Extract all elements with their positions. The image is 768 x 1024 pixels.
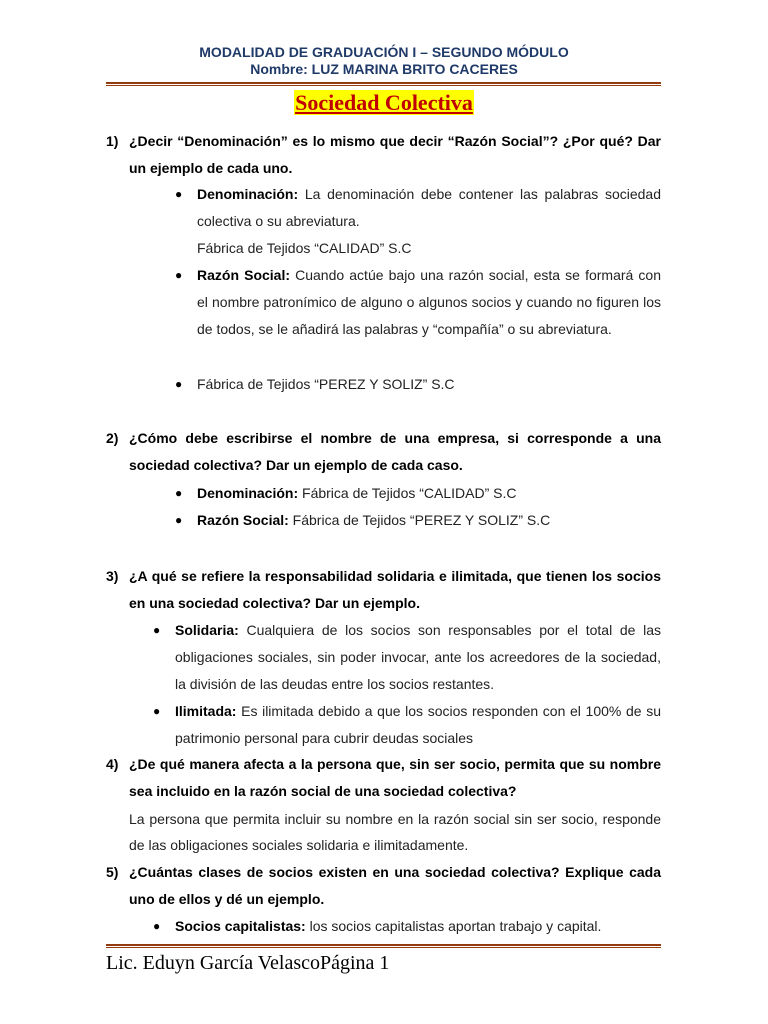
item-text: Fábrica de Tejidos “CALIDAD” S.C [298,485,517,501]
question-number: 5) [106,864,119,880]
item-label: Solidaria: [175,622,239,638]
item-label: Denominación: [197,186,299,202]
question-text: ¿Decir “Denominación” es lo mismo que decir “Razón Social”? ¿Por qué? Dar un ejemplo de cada uno. [129,133,661,176]
item-label: Ilimitada: [175,703,237,719]
item-text: La denominación debe contener las palabras sociedad colectiva o su abreviatura. [197,186,661,229]
list-item [175,181,661,235]
question-4 [106,751,661,805]
question-5 [106,859,661,913]
item-label: Socios capitalistas: [175,918,306,934]
page-footer: Lic. Eduyn García VelascoPágina 1 [106,952,390,974]
question-number: 3) [106,568,119,584]
list-item [153,617,661,698]
item-text: los socios capitalistas aportan trabajo y capital. [305,918,602,934]
item-label: Denominación: [197,485,299,501]
question-number: 2) [106,430,119,446]
page-title-text: Sociedad Colectiva [295,90,473,115]
answer-text: La persona que permita incluir su nombre en la razón social sin ser socio, responde de las obligaciones sociales solidaria e ilimitadamente. [129,811,661,853]
question-text: ¿A qué se refiere la responsabilidad solidaria e ilimitada, que tienen los socios en una sociedad colectiva? Dar un ejemplo. [129,568,661,611]
item-text: Cuando actúe bajo una razón social, esta se formará con el nombre patronímico de alguno o algunos socios y cuando no figuren los de todos, se le añadirá las palabras y “compañía” o su abreviatura. [197,267,661,337]
header-module: MODALIDAD DE GRADUACIÓN I – SEGUNDO MÓDULO [199,44,569,60]
bullet-icon: ● [175,268,183,282]
header-name: Nombre: LUZ MARINA BRITO CACERES [250,61,518,77]
item-label: Razón Social: [197,512,289,528]
bullet-icon: ● [175,377,183,391]
item-text: Fábrica de Tejidos “PEREZ Y SOLIZ” S.C [288,512,551,528]
bullet-icon: ● [153,623,161,637]
list-item [175,480,661,507]
question-2 [106,425,661,479]
header-divider [106,82,661,86]
list-item [175,371,661,398]
question-text: ¿De qué manera afecta a la persona que, sin ser socio, permita que su nombre sea incluido en la razón social de una sociedad colectiva? [129,756,661,799]
question-number: 4) [106,756,119,772]
question-text: ¿Cuántas clases de socios existen en una sociedad colectiva? Explique cada uno de ellos y dé un ejemplo. [129,864,661,907]
bullet-icon: ● [153,919,161,933]
list-item [153,698,661,752]
list-item [175,262,661,343]
item-text: Fábrica de Tejidos “PEREZ Y SOLIZ” S.C [197,376,455,392]
bullet-icon: ● [153,704,161,718]
list-item [175,507,661,534]
item-text: Cualquiera de los socios son responsables por el total de las obligaciones sociales, sin poder invocar, ante los acreedores de la sociedad, la división de las deudas entre los socios restantes. [175,622,661,692]
footer-divider [106,944,661,948]
question-3 [106,563,661,617]
question-number: 1) [106,133,119,149]
item-label: Razón Social: [197,267,291,283]
list-item [153,913,661,940]
question-1 [106,128,661,182]
question-text: ¿Cómo debe escribirse el nombre de una empresa, si corresponde a una sociedad colectiva? Dar un ejemplo de cada caso. [129,430,661,473]
page-title [0,90,768,116]
item-example: Fábrica de Tejidos “CALIDAD” S.C [197,240,412,256]
bullet-icon: ● [175,486,183,500]
item-text: Es ilimitada debido a que los socios responden con el 100% de su patrimonio personal para cubrir deudas sociales [175,703,661,746]
bullet-icon: ● [175,513,183,527]
document-header [0,44,768,78]
bullet-icon: ● [175,187,183,201]
